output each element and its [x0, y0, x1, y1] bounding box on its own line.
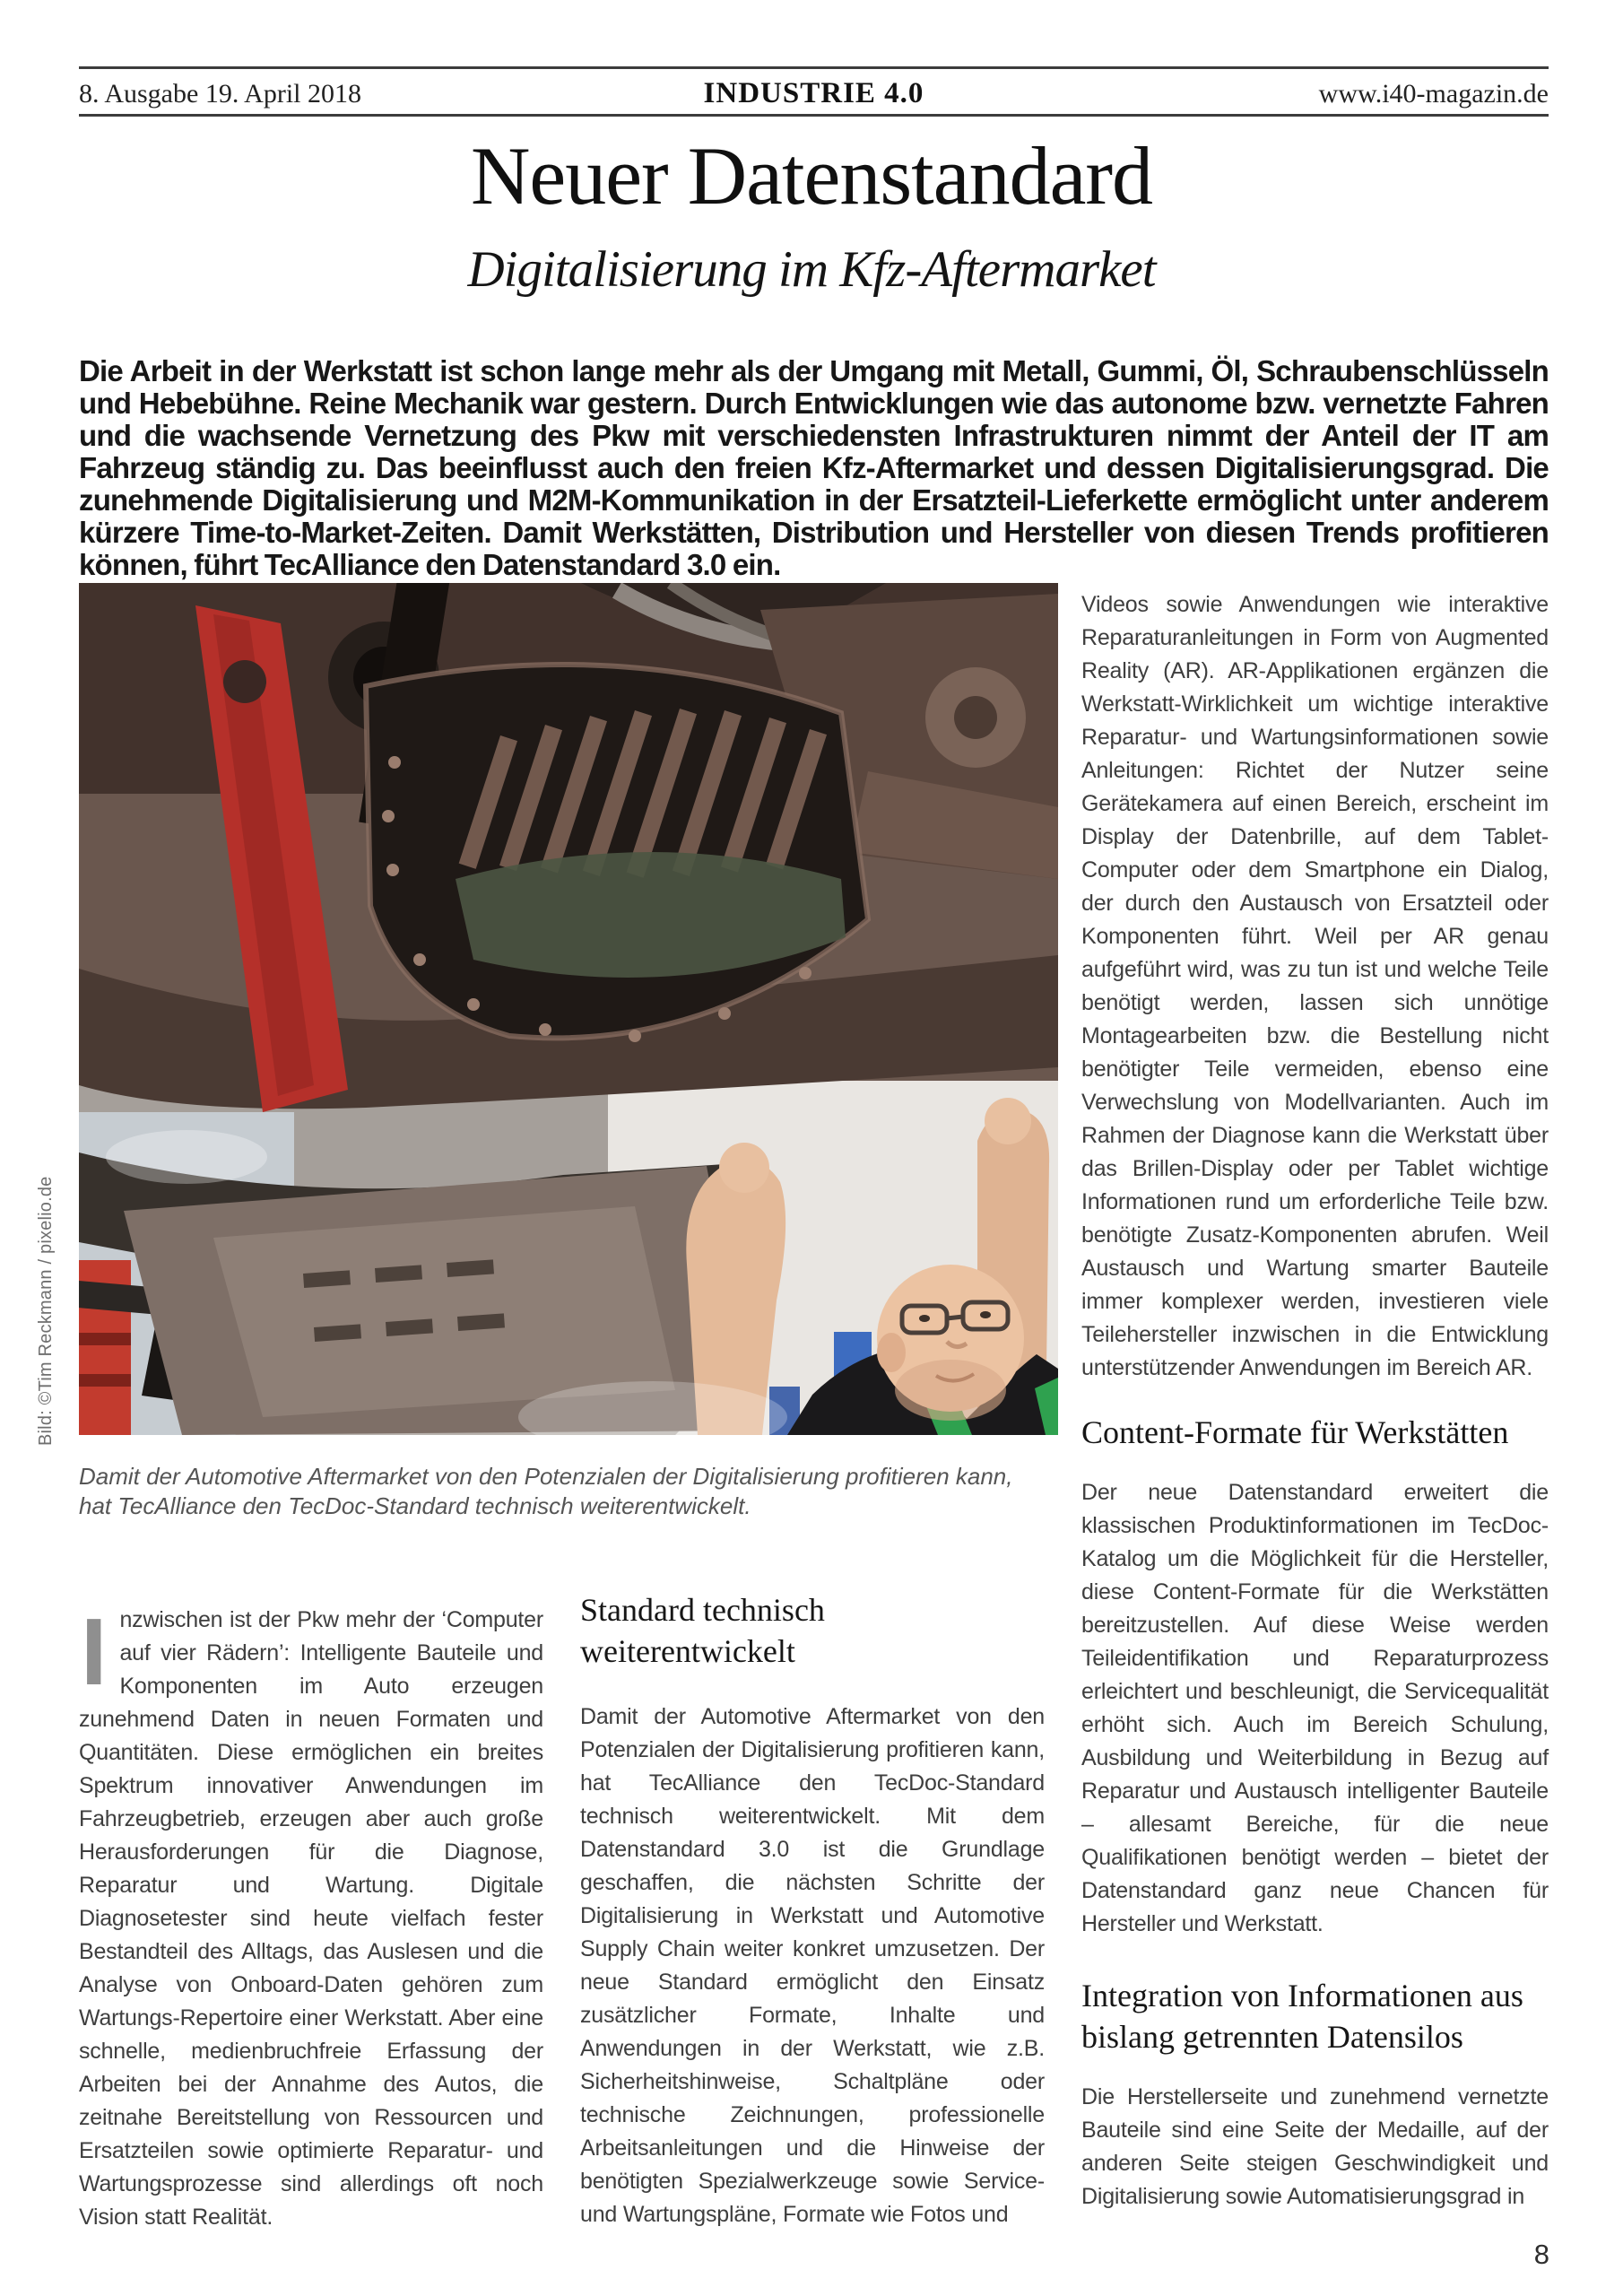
column-left-text: nzwischen ist der Pkw mehr der ‘Computer auf vier Rädern’: Intelligente Bauteile und Komponenten im Auto erzeugen zunehmend Daten in neuen Formaten und Quantitäten. Diese ermöglichen ein breites Spektrum innovativer Anwendungen im Fahrzeugbetrieb, erzeugen aber auch große Herausforderungen für die Diagnose, Reparatur und Wartung. Digitale Diagnosetester sind heute vielfach fester Bestandteil des Alltags, das Auslesen und die Analyse von Onboard-Daten gehören zum Wartungs-Repertoire einer Werkstatt. Aber eine schnelle, medienbruchfreie Erfassung der Arbeiten bei der Annahme des Autos, die zeitnahe Bereitstellung von Ressourcen und Ersatzteilen sowie optimierte Reparatur- und Wartungsprozesse sind allerdings oft noch Vision statt Realität. [79, 1607, 543, 2230]
photo-credit: Bild: ©Tim Reckmann / pixelio.de [36, 1176, 56, 1446]
header-rule-bottom [79, 114, 1549, 117]
magazine-url: www.i40-magazin.de [1318, 79, 1549, 109]
dropcap: I [81, 1599, 108, 1705]
column-left [79, 1599, 543, 2234]
workshop-photo-illustration [79, 583, 1058, 1435]
magazine-title: INDUSTRIE 4.0 [703, 77, 924, 109]
column-right-top-text: Videos sowie Anwendungen wie interaktive Reparaturanleitungen in Form von Augmented Reality (AR). AR-Applikationen ergänzen die Werkstatt-Wirklichkeit um wichtige interaktive Reparatur- und Wartungsinformationen sowie Anleitungen: Richtet der Nutzer seine Gerätekamera auf einen Bereich, erscheint im Display der Datenbrille, auf dem Tablet-Computer oder dem Smartphone ein Dialog, der durch den Austausch von Ersatzteil oder Komponenten führt. Weil per AR genau aufgeführt wird, was zu tun ist und welche Teile benötigt werden, lassen sich unnötige Montagearbeiten bzw. die Bestellung nicht benötigter Teile vermeiden, ebenso eine Verwechslung von Modellvarianten. Auch im Rahmen der Diagnose kann die Werkstatt über das Brillen-Display oder per Tablet wichtige Informationen rund um erforderliche Teile bzw. benötigte Zusatz-Komponenten abrufen. Weil Austausch und Wartung smarter Bauteile immer komplexer werden, investieren viele Teilehersteller inzwischen in die Entwicklung unterstützender Anwendungen im Bereich AR. [1081, 592, 1549, 1380]
photo-caption: Damit der Automotive Aftermarket von den Potenzialen der Digitalisierung profitieren kann, hat TecAlliance den TecDoc-Standard technisch weiterentwickelt. [79, 1463, 1013, 1519]
heading-integration-datensilos: Integration von Informationen aus bislang getrennten Datensilos [1081, 1978, 1523, 2055]
header-rule-top [79, 66, 1549, 69]
column-right [1081, 588, 1549, 2213]
article-photo [79, 583, 1058, 1435]
article-subtitle: Digitalisierung im Kfz-Aftermarket [467, 241, 1156, 298]
heading-standard-weiterentwickelt: Standard technisch weiterentwickelt [580, 1592, 825, 1669]
article-intro: Die Arbeit in der Werkstatt ist schon lange mehr als der Umgang mit Metall, Gummi, Öl, Schraubenschlüsseln und Hebebühne. Reine Mechanik war gestern. Durch Entwicklungen wie das autonome bzw. vernetzte Fahren und die wachsende Vernetzung des Pkw mit verschiedensten Infrastrukturen nimmt der Anteil der IT am Fahrzeug ständig zu. Das beeinflusst auch den freien Kfz-Aftermarket und dessen Digitalisierungsgrad. Die zunehmende Digitalisierung und M2M-Kommunikation in der Ersatzteil-Lieferkette ermöglicht unter anderem kürzere Time-to-Market-Zeiten. Damit Werkstätten, Distribution und Hersteller von diesen Trends profitieren können, führt TecAlliance den Datenstandard 3.0 ein. [79, 354, 1549, 581]
heading-content-formate: Content-Formate für Werkstätten [1081, 1414, 1509, 1450]
column-middle [580, 1589, 1045, 2231]
page-header [79, 77, 1549, 110]
section-content-formate-text: Der neue Datenstandard erweitert die klassischen Produktinformationen im TecDoc-Katalog um die Möglichkeit für die Hersteller, diese Content-Formate für die Werkstätten bereitzustellen. Auf diese Weise werden Teileidentifikation und Reparaturprozess erleichtert und beschleunigt, die Servicequalität erhöht sich. Auch im Bereich Schulung, Ausbildung und Weiterbildung in Bezug auf Reparatur und Austausch intelligenter Bauteile – allesamt Bereiche, für die neue Qualifikationen benötigt werden – bietet der Datenstandard ganz neue Chancen für Hersteller und Werkstatt. [1081, 1480, 1549, 1936]
issue-date: 8. Ausgabe 19. April 2018 [79, 79, 361, 109]
section-integration-text: Die Herstellerseite und zunehmend vernetzte Bauteile sind eine Seite der Medaille, auf der anderen Seite steigen Geschwindigkeit und Digitalisierung sowie Automatisierungsgrad in [1081, 2084, 1549, 2209]
column-middle-text: Damit der Automotive Aftermarket von den Potenzialen der Digitalisierung profitieren kann, hat TecAlliance den TecDoc-Standard technisch weiterentwickelt. Mit dem Datenstandard 3.0 ist die Grundlage geschaffen, die nächsten Schritte der Digitalisierung in Werkstatt und Automotive Supply Chain weiter konkret umzusetzen. Der neue Standard ermöglicht den Einsatz zusätzlicher Formate, Inhalte und Anwendungen in der Werkstatt, wie z.B. Sicherheitshinweise, Schaltpläne oder technische Zeichnungen, professionelle Arbeitsanleitungen und die Hinweise der benötigten Spezialwerkzeuge sowie Service- und Wartungspläne, Formate wie Fotos und [580, 1704, 1045, 2227]
article-title: Neuer Datenstandard [470, 130, 1153, 222]
page-number: 8 [1533, 2239, 1549, 2270]
